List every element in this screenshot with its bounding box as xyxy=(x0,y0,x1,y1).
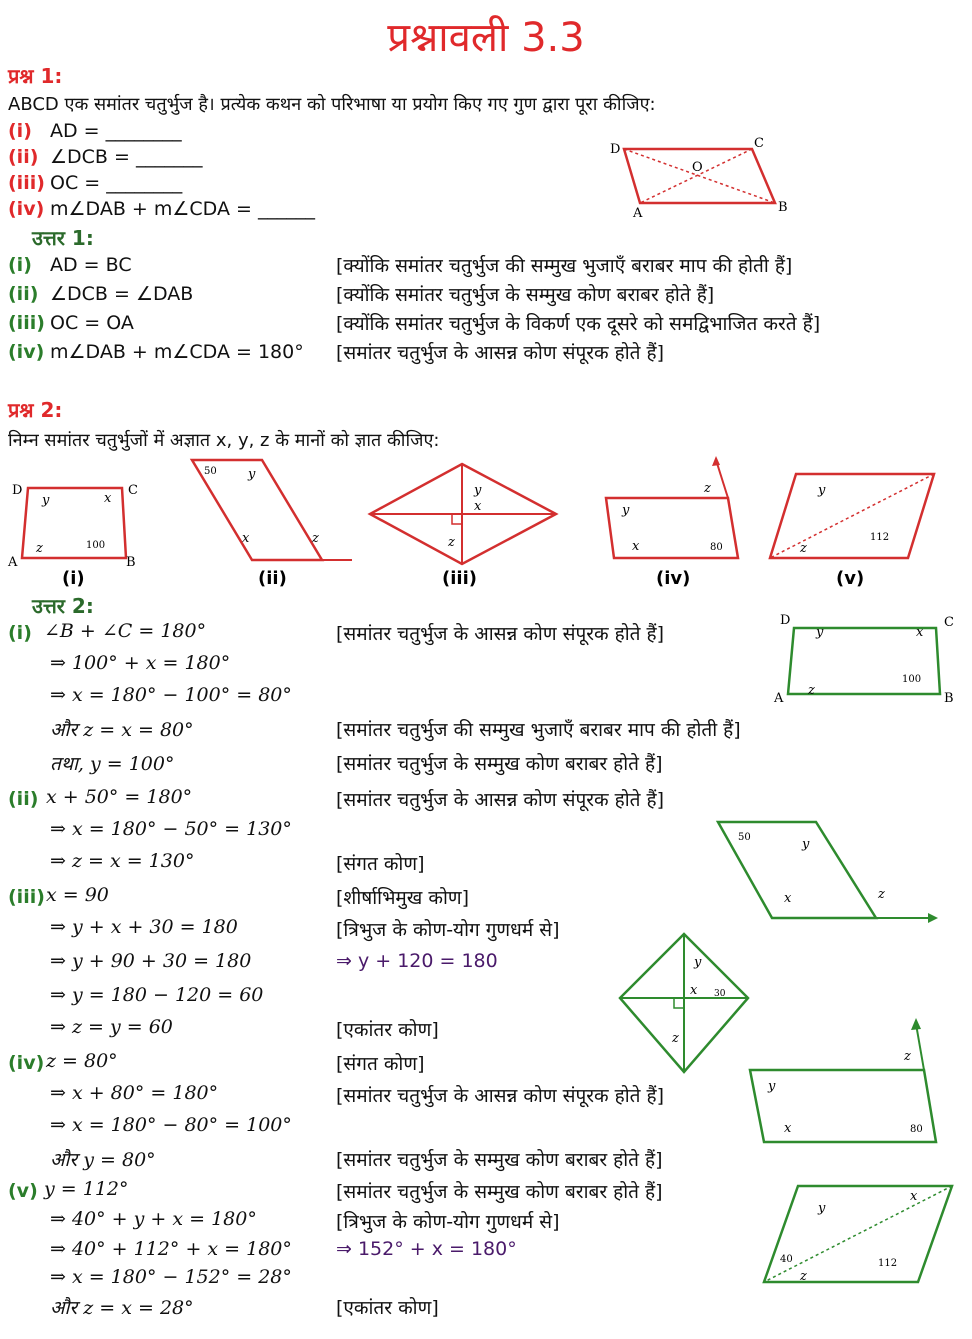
a2-line-text: ⇒ y + x + 30 = 180 xyxy=(50,916,238,938)
a2-line-text: ⇒ z = y = 60 xyxy=(50,1016,173,1038)
fig1-label-100: 100 xyxy=(86,540,106,551)
a2fig3-label-y: y xyxy=(694,955,702,970)
answer-1-heading: उत्तर 1: xyxy=(32,226,94,250)
fig4-label-y: y xyxy=(622,503,630,518)
fig2-label-50: 50 xyxy=(204,466,217,477)
a2-line-text: ⇒ x = 180° − 100° = 80° xyxy=(50,684,292,706)
a2fig1-label-a: A xyxy=(774,691,784,706)
a2-line-reason: [समांतर चतुर्भुज के आसन्न कोण संपूरक होते हैं] xyxy=(336,789,665,811)
a2-line-text: और z = x = 80° xyxy=(50,719,194,741)
a2-line-text: y = 112° xyxy=(44,1178,129,1200)
a1-item-num: (iii) xyxy=(8,312,45,334)
a2fig2-label-50: 50 xyxy=(738,832,751,843)
q1-item-text: OC = ________ xyxy=(50,172,183,194)
a1-item-reason: [समांतर चतुर्भुज के आसन्न कोण संपूरक होते हैं] xyxy=(336,342,665,364)
a2fig1-label-d: D xyxy=(780,613,791,628)
question-2-heading: प्रश्न 2: xyxy=(8,398,63,422)
fig2-label-y: y xyxy=(248,467,256,482)
a2-line-reason: [एकांतर कोण] xyxy=(336,1019,439,1041)
a2fig5-label-112: 112 xyxy=(878,1258,898,1269)
a2-fig-i xyxy=(776,608,966,708)
fig1-label-c: C xyxy=(128,483,138,498)
fig2-label-x: x xyxy=(242,531,250,546)
a2fig1-label-b: B xyxy=(944,691,954,706)
a1-item-text: m∠DAB + m∠CDA = 180° xyxy=(50,341,304,363)
answer-2-heading: उत्तर 2: xyxy=(32,594,94,618)
a1-item-num: (iv) xyxy=(8,341,45,363)
a2-line-text: ⇒ x + 80° = 180° xyxy=(50,1082,219,1104)
a2-line-reason: ⇒ y + 120 = 180 xyxy=(336,950,498,972)
q1-item-num: (iii) xyxy=(8,172,45,194)
a2-line-text: तथा, y = 100° xyxy=(50,753,175,775)
q1-parallelogram-figure xyxy=(600,135,800,225)
a2-line-reason: [समांतर चतुर्भुज के आसन्न कोण संपूरक होते हैं] xyxy=(336,623,665,645)
q1-item-text: ∠DCB = _______ xyxy=(50,146,203,168)
a2fig3-label-z: z xyxy=(672,1031,679,1046)
vertex-label-a: A xyxy=(633,206,643,221)
fig1-label-y: y xyxy=(42,493,50,508)
a2-fig-v xyxy=(760,1180,960,1290)
fig5-label-y: y xyxy=(818,483,826,498)
a2-line-reason: [समांतर चतुर्भुज की सम्मुख भुजाएँ बराबर माप की होती हैं] xyxy=(336,719,741,741)
a2-line-reason: [समांतर चतुर्भुज के सम्मुख कोण बराबर होते हैं] xyxy=(336,1181,663,1203)
fig4-label-x: x xyxy=(632,539,640,554)
fig3-caption: (iii) xyxy=(442,568,477,589)
a2-fig-iv xyxy=(746,1016,966,1146)
fig1-label-d: D xyxy=(12,483,23,498)
a2fig1-label-y: y xyxy=(816,625,824,640)
a2-line-reason: [संगत कोण] xyxy=(336,853,425,875)
a2-line-reason: [समांतर चतुर्भुज के आसन्न कोण संपूरक होते हैं] xyxy=(336,1085,665,1107)
a2-fig-ii xyxy=(712,814,952,924)
a2-line-text: ⇒ x = 180° − 152° = 28° xyxy=(50,1266,292,1288)
a2fig4-label-x: x xyxy=(784,1121,792,1136)
vertex-label-o: O xyxy=(692,160,703,175)
a2-line-num: (ii) xyxy=(8,788,39,810)
fig3-label-x: x xyxy=(474,499,482,514)
a2fig4-label-z: z xyxy=(904,1049,911,1064)
a2-line-text: ⇒ x = 180° − 80° = 100° xyxy=(50,1114,292,1136)
a2fig1-label-z: z xyxy=(808,683,815,698)
a2-line-text: ⇒ 40° + 112° + x = 180° xyxy=(50,1238,292,1260)
a2-line-reason: [एकांतर कोण] xyxy=(336,1297,439,1319)
a2fig4-label-80: 80 xyxy=(910,1124,923,1135)
a2fig2-label-y: y xyxy=(802,837,810,852)
fig1-label-b: B xyxy=(126,555,136,570)
fig4-label-z: z xyxy=(704,481,711,496)
a2fig5-label-y: y xyxy=(818,1201,826,1216)
fig5-label-112: 112 xyxy=(870,532,890,543)
a1-item-text: ∠DCB = ∠DAB xyxy=(50,283,194,305)
a2-line-text: ⇒ 100° + x = 180° xyxy=(50,652,231,674)
q1-item-text: AD = ________ xyxy=(50,120,182,142)
a2-line-reason: [त्रिभुज के कोण-योग गुणधर्म से] xyxy=(336,1211,560,1233)
a2fig5-label-z: z xyxy=(800,1269,807,1284)
a1-item-text: AD = BC xyxy=(50,254,132,276)
a2-line-num: (iii) xyxy=(8,886,45,908)
question-1-heading: प्रश्न 1: xyxy=(8,64,63,88)
fig1-label-x: x xyxy=(104,491,112,506)
a2-line-text: ⇒ y + 90 + 30 = 180 xyxy=(50,950,252,972)
a2fig5-label-x: x xyxy=(910,1189,918,1204)
a2fig1-label-c: C xyxy=(944,615,954,630)
a2-line-text: ∠B + ∠C = 180° xyxy=(44,620,207,642)
q1-item-num: (iv) xyxy=(8,198,45,220)
a2-line-reason: [त्रिभुज के कोण-योग गुणधर्म से] xyxy=(336,919,560,941)
a2-line-text: ⇒ x = 180° − 50° = 130° xyxy=(50,818,292,840)
a2-line-num: (i) xyxy=(8,622,32,644)
fig5-caption: (v) xyxy=(836,568,865,589)
a1-item-reason: [क्योंकि समांतर चतुर्भुज के विकर्ण एक दूसरे को समद्विभाजित करते हैं] xyxy=(336,313,821,335)
a2-line-text: x + 50° = 180° xyxy=(46,786,193,808)
a2fig2-label-x: x xyxy=(784,891,792,906)
a2fig3-label-30: 30 xyxy=(714,989,726,999)
a2-line-num: (iv) xyxy=(8,1052,45,1074)
a2-line-text: ⇒ 40° + y + x = 180° xyxy=(50,1208,257,1230)
a2fig1-label-100: 100 xyxy=(902,674,922,685)
a1-item-reason: [क्योंकि समांतर चतुर्भुज की सम्मुख भुजाएँ बराबर माप की होती हैं] xyxy=(336,255,793,277)
q1-item-num: (i) xyxy=(8,120,32,142)
a2-line-reason: [समांतर चतुर्भुज के सम्मुख कोण बराबर होते हैं] xyxy=(336,753,663,775)
a1-item-num: (i) xyxy=(8,254,32,276)
fig3-label-y: y xyxy=(474,483,482,498)
q1-item-num: (ii) xyxy=(8,146,39,168)
vertex-label-d: D xyxy=(610,142,621,157)
a2fig3-label-x: x xyxy=(690,983,698,998)
a2-line-text: ⇒ z = x = 130° xyxy=(50,850,195,872)
a2-line-text: z = 80° xyxy=(46,1050,118,1072)
fig2-label-z: z xyxy=(312,531,319,546)
a2-line-text: x = 90 xyxy=(46,884,109,906)
a1-item-text: OC = OA xyxy=(50,312,134,334)
a2fig5-label-40: 40 xyxy=(780,1254,793,1265)
vertex-label-b: B xyxy=(778,200,788,215)
a2-line-reason: ⇒ 152° + x = 180° xyxy=(336,1238,517,1260)
a2-line-text: और y = 80° xyxy=(50,1149,156,1171)
a2fig4-label-y: y xyxy=(768,1079,776,1094)
a2-line-num: (v) xyxy=(8,1180,38,1202)
a2-line-text: और z = x = 28° xyxy=(50,1297,194,1319)
fig4-caption: (iv) xyxy=(656,568,691,589)
a2-line-reason: [संगत कोण] xyxy=(336,1053,425,1075)
vertex-label-c: C xyxy=(754,136,764,151)
question-1-statement: ABCD एक समांतर चतुर्भुज है। प्रत्येक कथन को परिभाषा या प्रयोग किए गए गुण द्वारा पूरा कीजिए: xyxy=(8,94,656,115)
a2-line-text: ⇒ y = 180 − 120 = 60 xyxy=(50,984,264,1006)
a2fig2-label-z: z xyxy=(878,887,885,902)
fig2-caption: (ii) xyxy=(258,568,287,589)
q2-figures xyxy=(0,452,972,592)
fig3-label-z: z xyxy=(448,535,455,550)
a2-fig-iii xyxy=(616,930,756,1076)
question-2-statement: निम्न समांतर चतुर्भुजों में अज्ञात x, y, z के मानों को ज्ञात कीजिए: xyxy=(8,430,440,451)
a1-item-num: (ii) xyxy=(8,283,39,305)
a1-item-reason: [क्योंकि समांतर चतुर्भुज के सम्मुख कोण बराबर होते हैं] xyxy=(336,284,715,306)
fig4-label-80: 80 xyxy=(710,542,723,553)
page-title: प्रश्नावली 3.3 xyxy=(387,15,585,61)
a2fig1-label-x: x xyxy=(916,625,924,640)
fig1-label-z: z xyxy=(36,541,43,556)
fig1-caption: (i) xyxy=(62,568,85,589)
fig5-label-z: z xyxy=(800,541,807,556)
q1-item-text: m∠DAB + m∠CDA = ______ xyxy=(50,198,315,220)
a2-line-reason: [शीर्षाभिमुख कोण] xyxy=(336,887,470,909)
a2-line-reason: [समांतर चतुर्भुज के सम्मुख कोण बराबर होते हैं] xyxy=(336,1149,663,1171)
fig1-label-a: A xyxy=(8,555,18,570)
